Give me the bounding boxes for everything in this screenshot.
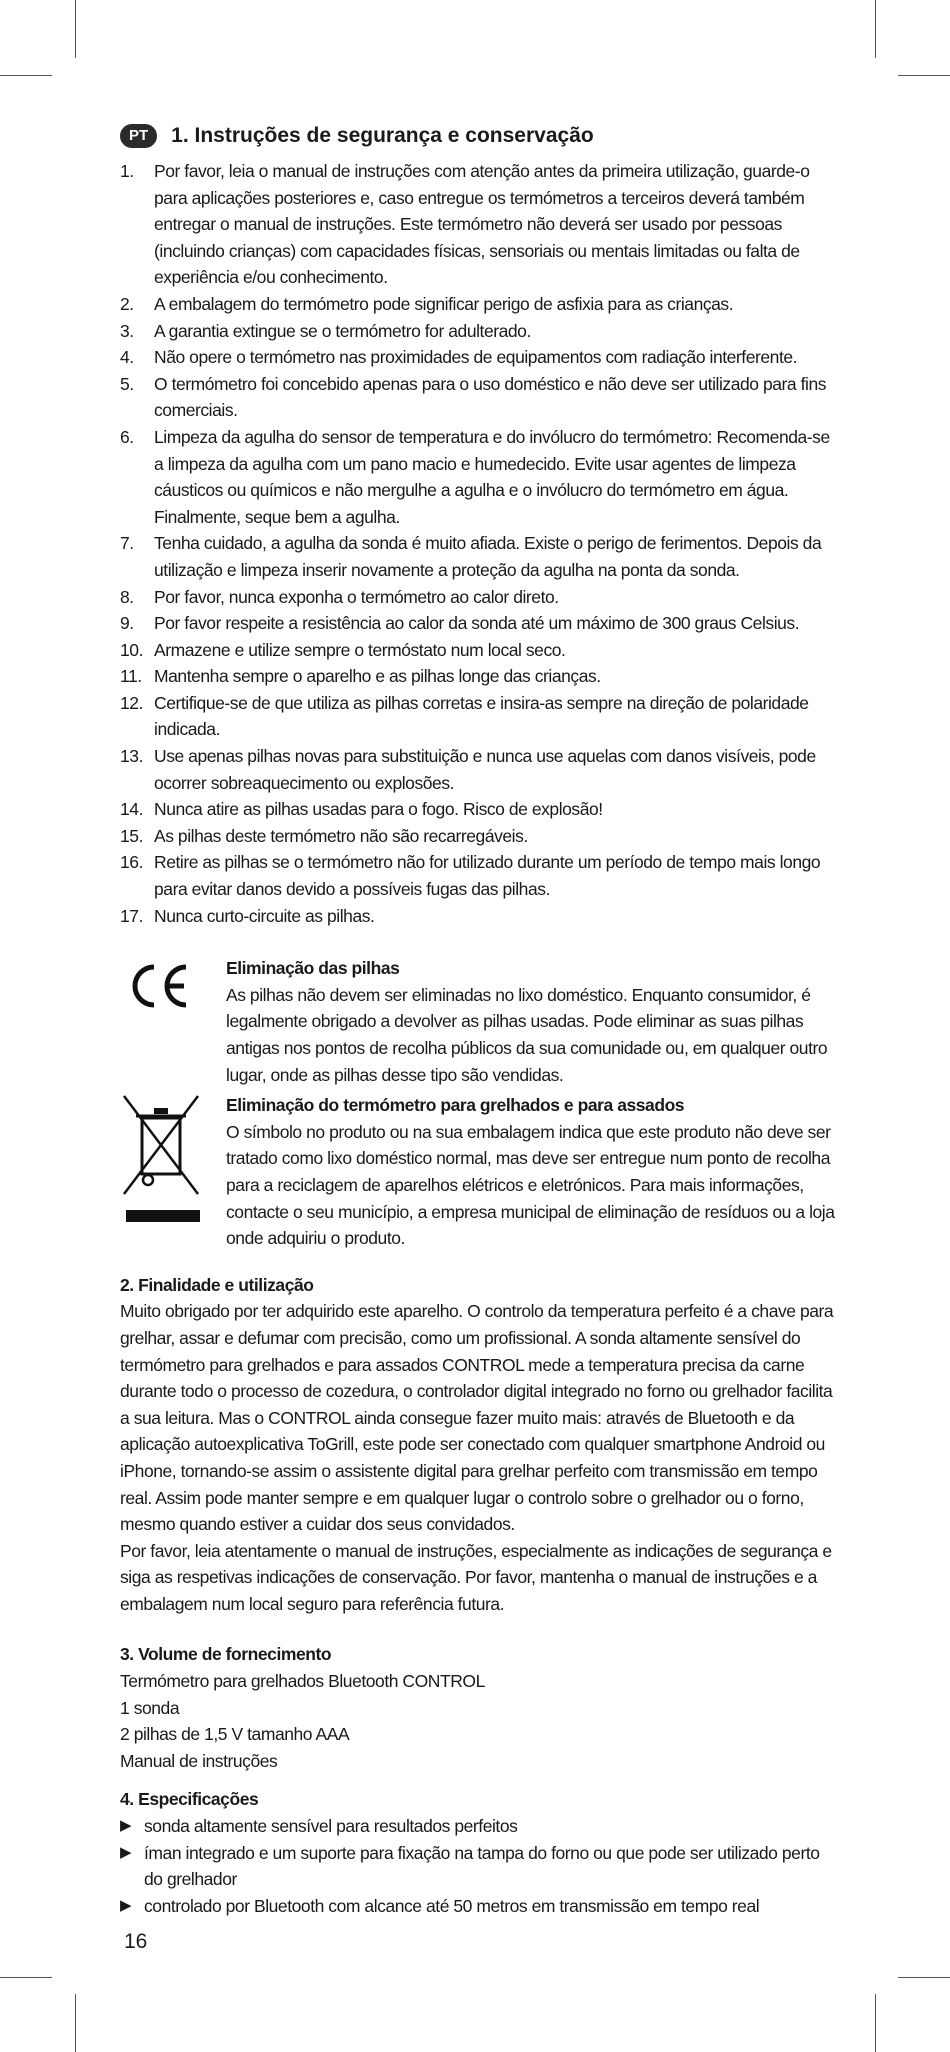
item-number: 1. xyxy=(120,161,134,181)
battery-disposal-text: As pilhas não devem ser eliminadas no lixo doméstico. Enquanto consumidor, é legalmente obrigado a devolver as pilhas usadas. Pode eliminar as suas pilhas antigas nos pontos de recolha públicos da sua comunidade ou, em qualquer outro lugar, onde as pilhas desse tipo são vendidas. xyxy=(226,984,828,1085)
item-text: Tenha cuidado, a agulha da sonda é muito afiada. Existe o perigo de ferimentos. Depois da utilização e limpeza inserir novamente a proteção da agulha na ponta da sonda. xyxy=(154,533,822,580)
item-number: 15. xyxy=(120,825,143,846)
item-text: Nunca curto-circuite as pilhas. xyxy=(154,905,375,926)
ce-mark-icon xyxy=(120,955,226,1088)
item-text: As pilhas deste termómetro não são recarregáveis. xyxy=(154,825,528,846)
crop-mark xyxy=(875,0,876,58)
item-text: Nunca atire as pilhas usadas para o fogo. Risco de explosão! xyxy=(154,799,603,820)
spec-item: ▶ controlado por Bluetooth com alcance até 50 metros em transmissão em tempo real xyxy=(120,1893,836,1920)
item-text: Por favor, nunca exponha o termómetro ao calor direto. xyxy=(154,586,559,607)
section-2-paragraph-1: Muito obrigado por ter adquirido este aparelho. O controlo da temperatura perfeito é a chave para grelhar, assar e defumar com precisão, como um profissional. A sonda altamente sensível do termómetro para grelhados e para assados CONTROL mede a temperatura precisa da carne durante todo o processo de cozedura, o controlador digital integrado no forno ou grelhador facilita a sua leitura. Mas o CONTROL ainda consegue fazer muito mais: através de Bluetooth e da aplicação autoexplicativa ToGrill, este pode ser conectado com qualquer smartphone Android ou iPhone, tornando-se assim o assistente digital para grelhar perfeito com transmissão em tempo real. Assim pode manter sempre e em qualquer lugar o controlo sobre o grelhador ou o forno, mesmo quando estiver a cuidar dos seus convidados. xyxy=(120,1301,834,1535)
safety-instruction-item xyxy=(120,690,836,743)
item-text: Certifique-se de que utiliza as pilhas corretas e insira-as sempre na direção de polaridade indicada. xyxy=(154,692,809,740)
item-text: Por favor, leia o manual de instruções com atenção antes da primeira utilização, guarde-o para aplicações posteriores e, caso entregue os termómetros a terceiros deverá também entregar o manual de instruções. Este termómetro não deverá ser usado por pessoas (incluindo crianças) com capacidades físicas, sensoriais ou mentais limitadas ou falta de experiência e/ou conhecimento. xyxy=(154,161,810,288)
safety-instruction-item xyxy=(120,796,836,823)
delivery-item: 2 pilhas de 1,5 V tamanho AAA xyxy=(120,1724,350,1745)
section-2-paragraph-2: Por favor, leia atentamente o manual de instruções, especialmente as indicações de segurança e siga as respetivas indicações de conservação. Por favor, mantenha o manual de instruções e a embalagem num local seguro para referência futura. xyxy=(120,1540,832,1614)
item-text: Armazene e utilize sempre o termóstato num local seco. xyxy=(154,639,566,660)
section-2-title: 2. Finalidade e utilização xyxy=(120,1274,314,1295)
section-4-title: 4. Especificações xyxy=(120,1789,259,1810)
item-text: Não opere o termómetro nas proximidades de equipamentos com radiação interferente. xyxy=(154,347,798,368)
item-text: Por favor respeite a resistência ao calor da sonda até um máximo de 300 graus Celsius. xyxy=(154,613,800,634)
item-number: 12. xyxy=(120,692,143,713)
safety-instruction-item xyxy=(120,424,836,530)
safety-instruction-item xyxy=(120,158,836,291)
item-number: 5. xyxy=(120,373,134,394)
delivery-item: Manual de instruções xyxy=(120,1750,278,1771)
battery-disposal xyxy=(120,955,836,1088)
item-number: 9. xyxy=(120,613,134,634)
item-number: 14. xyxy=(120,799,143,820)
item-number: 8. xyxy=(120,586,134,607)
item-text: Limpeza da agulha do sensor de temperatura e do invólucro do termómetro: Recomenda-se a limpeza da agulha com um pano macio e humedecido. Evite usar agentes de limpeza cáusticos ou químicos e não mergulhe a agulha e o invólucro do termómetro em água. Finalmente, seque bem a agulha. xyxy=(154,426,830,527)
crop-mark xyxy=(898,75,950,76)
safety-instruction-item xyxy=(120,663,836,690)
safety-instruction-item xyxy=(120,344,836,371)
safety-instruction-item xyxy=(120,849,836,902)
item-text: O termómetro foi concebido apenas para o uso doméstico e não deve ser utilizado para fins comerciais. xyxy=(154,373,827,421)
triangle-bullet-icon: ▶ xyxy=(120,1843,132,1861)
safety-instruction-item xyxy=(120,903,836,930)
safety-instruction-item xyxy=(120,637,836,664)
crop-mark xyxy=(75,1994,76,2052)
triangle-bullet-icon: ▶ xyxy=(120,1817,132,1835)
page-number: 16 xyxy=(124,1930,148,1953)
thermometer-disposal xyxy=(120,1092,836,1252)
crop-mark xyxy=(75,0,76,58)
item-number: 7. xyxy=(120,533,134,554)
item-number: 10. xyxy=(120,639,143,660)
safety-instruction-item xyxy=(120,291,836,318)
safety-instruction-item xyxy=(120,530,836,583)
spec-item: ▶ íman integrado e um suporte para fixação na tampa do forno ou que pode ser utilizado perto do grelhador xyxy=(120,1840,836,1893)
thermometer-disposal-text: O símbolo no produto ou na sua embalagem indica que este produto não deve ser tratado como lixo doméstico normal, mas deve ser entregue num ponto de recolha para a reciclagem de aparelhos elétricos e eletrónicos. Para mais informações, contacte o seu município, a empresa municipal de eliminação de resíduos ou a loja onde adquiriu o produto. xyxy=(226,1121,835,1249)
document-page xyxy=(120,118,836,1919)
safety-instructions-list xyxy=(120,158,836,929)
item-text: A embalagem do termómetro pode significar perigo de asfixia para as crianças. xyxy=(154,293,734,314)
safety-instruction-item xyxy=(120,743,836,796)
item-number: 13. xyxy=(120,746,143,767)
safety-instruction-item xyxy=(120,318,836,345)
thermometer-disposal-title: Eliminação do termómetro para grelhados e para assados xyxy=(226,1095,685,1116)
section-2 xyxy=(120,1272,836,1618)
item-number: 6. xyxy=(120,426,134,447)
crop-mark xyxy=(875,1994,876,2052)
item-number: 16. xyxy=(120,852,143,873)
item-number: 4. xyxy=(120,347,134,368)
item-number: 2. xyxy=(120,293,134,314)
safety-instruction-item xyxy=(120,823,836,850)
item-number: 3. xyxy=(120,320,134,341)
item-text: A garantia extingue se o termómetro for adulterado. xyxy=(154,320,531,341)
section-1-header xyxy=(120,118,836,154)
section-3 xyxy=(120,1641,836,1774)
section-4 xyxy=(120,1786,836,1919)
language-badge: PT xyxy=(120,124,157,148)
item-text: Retire as pilhas se o termómetro não for utilizado durante um período de tempo mais longo para evitar danos devido a possíveis fugas das pilhas. xyxy=(154,852,821,900)
safety-instruction-item xyxy=(120,371,836,424)
section-1-title: 1. Instruções de segurança e conservação xyxy=(171,124,594,147)
safety-instruction-item xyxy=(120,584,836,611)
triangle-bullet-icon: ▶ xyxy=(120,1896,132,1914)
battery-disposal-title: Eliminação das pilhas xyxy=(226,958,400,979)
delivery-item: Termómetro para grelhados Bluetooth CONTROL xyxy=(120,1671,485,1692)
weee-bin-icon xyxy=(120,1092,226,1252)
crop-mark xyxy=(0,1977,52,1978)
item-text: Use apenas pilhas novas para substituição e nunca use aquelas com danos visíveis, pode ocorrer sobreaquecimento ou explosões. xyxy=(154,746,816,793)
section-3-title: 3. Volume de fornecimento xyxy=(120,1644,332,1665)
delivery-item: 1 sonda xyxy=(120,1697,180,1718)
safety-instruction-item xyxy=(120,610,836,637)
item-text: Mantenha sempre o aparelho e as pilhas longe das crianças. xyxy=(154,666,601,687)
item-number: 11. xyxy=(120,666,142,687)
crop-mark xyxy=(898,1977,950,1978)
spec-item: ▶ sonda altamente sensível para resultados perfeitos xyxy=(120,1813,836,1840)
crop-mark xyxy=(0,75,52,76)
item-number: 17. xyxy=(120,905,143,926)
